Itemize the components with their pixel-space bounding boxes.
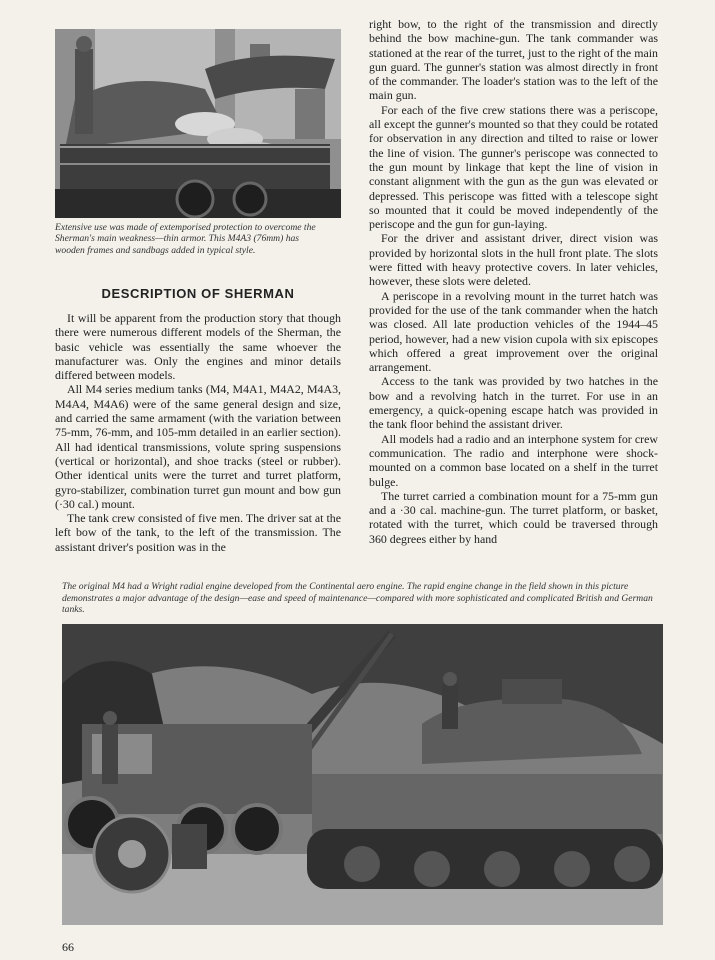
paragraph: For the driver and assistant driver, direct vision was provided by horizontal slots in the hull front plate. The slots were fitted with heavy protective covers. In later vehicles, however, these slots were deleted. (369, 231, 658, 289)
paragraph: A periscope in a revolving mount in the turret hatch was provided for the use of the tank commander when the hatch was closed. All late production vehicles of the 1944–45 period, however, had a new vision cupola with six episcopes which offered a great improvement over the original arrangement. (369, 288, 658, 375)
paragraph: For each of the five crew stations there was a periscope, all except the gunner's mounted so that they could be rotated for observation in any direction and tilted to raise or lower the line of vision. The gunner's periscope was connected to the gun mount by linkage that kept the line of vision in constant alignment with the gun as the gun was elevated or depressed. This periscope was fitted with a telescope sight so mounted that it could be moved independently of the periscope and the gun for gun-laying. (369, 102, 658, 232)
left-text-column (55, 311, 341, 554)
bottom-photo-caption: The original M4 had a Wright radial engine developed from the Continental aero engine. The rapid engine change in the field shown in this picture demonstrates a major advantage of the design—ease and speed of maintenance—compared with more sophisticated and complicated British and German tanks. (62, 581, 653, 616)
paragraph-continued: right bow, to the right of the transmission and directly behind the bow machine-gun. The tank commander was stationed at the rear of the turret, just to the right of the main gun guard. The gunner's station was almost directly in front of the commander. The loader's station was to the left of the main gun. (369, 17, 658, 103)
paragraph: The turret carried a combination mount for a 75-mm gun and a ·30 cal. machine-gun. The turret platform, or basket, rotated with the turret, which could be traversed through 360 degrees either by hand (369, 488, 658, 546)
paragraph: The tank crew consisted of five men. The driver sat at the left bow of the tank, to the left of the transmission. The assistant driver's position was in the (55, 511, 341, 554)
paragraph: All models had a radio and an interphone system for crew communication. The radio and interphone were shock-mounted on a common base located on a shelf in the turret bulge. (369, 431, 658, 489)
photo-engine-change (62, 624, 663, 925)
right-text-column (369, 17, 658, 546)
section-heading: DESCRIPTION OF SHERMAN (101, 286, 295, 301)
tank-sandbags-illustration (55, 29, 341, 218)
paragraph: All M4 series medium tanks (M4, M4A1, M4A2, M4A3, M4A4, M4A6) were of the same general design and size, and carried the same armament (with the variation between 75-mm, 76-mm, and 105-mm detailed in an earlier section). All had identical transmissions, volute spring suspensions (vertical or horizontal), and shoe tracks (steel or rubber). Other identical units were the turret and turret platform, gyro-stabilizer, combination turret gun mount and bow gun (·30 cal.) mount. (55, 382, 341, 511)
photo-sherman-sandbags (55, 29, 341, 218)
page-number: 66 (62, 940, 74, 954)
paragraph: Access to the tank was provided by two hatches in the bow and a revolving hatch in the turret. For use in an emergency, a quick-opening escape hatch was provided in the tank floor behind the assistant driver. (369, 374, 658, 432)
paragraph: It will be apparent from the production story that though there were numerous different models of the Sherman, the basic vehicle was essentially the same whoever the manufacturer was. Only the engines and minor details differed between models. (55, 311, 341, 383)
engine-change-illustration (62, 624, 663, 925)
top-photo-caption: Extensive use was made of extemporised protection to overcome the Sherman's main weakness—thin armor. This M4A3 (76mm) has wooden frames and sandbags added in typical style. (55, 222, 316, 256)
